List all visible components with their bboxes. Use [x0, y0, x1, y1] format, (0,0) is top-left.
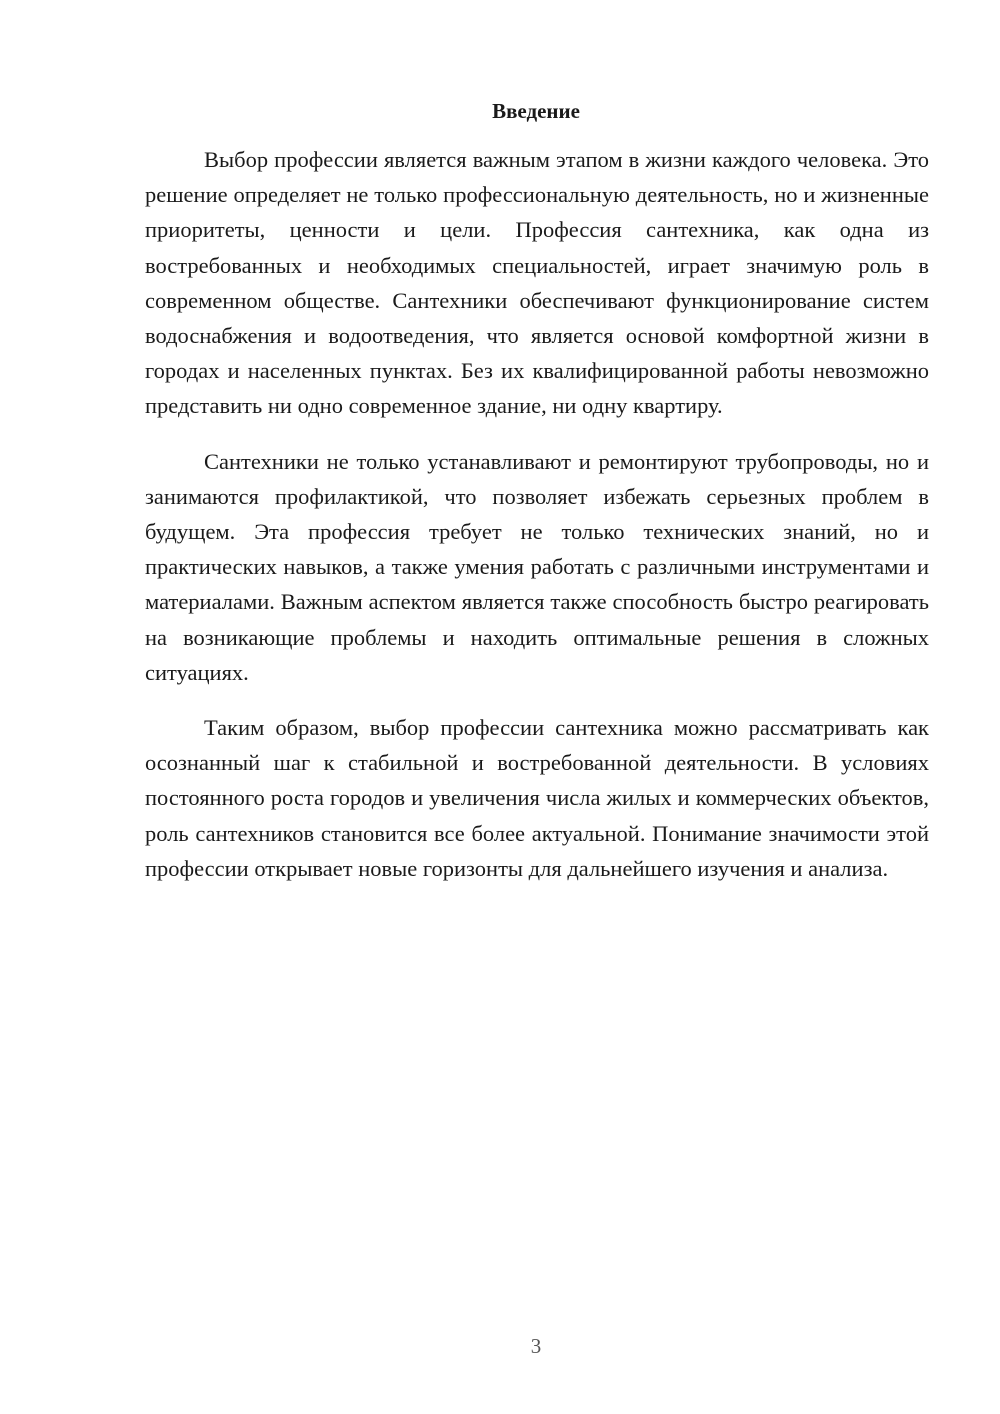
paragraph-1: Выбор профессии является важным этапом в жизни каждого человека. Это решение определяет не только профессиональную деятельность, но и жизненные приоритеты, ценности и цели. Профессия сантехника, как одна из востребованных и необходимых специальностей, играет значимую роль в современном обществе. Сантехники обеспечивают функционирование систем водоснабжения и водоотведения, что является основой комфортной жизни в городах и населенных пунктах. Без их квалифицированной работы невозможно представить ни одно современное здание, ни одну квартиру. [145, 147, 929, 419]
paragraph-3: Таким образом, выбор профессии сантехника можно рассматривать как осознанный шаг к стабильной и востребованной деятельности. В условиях постоянного роста городов и увеличения числа жилых и коммерческих объектов, роль сантехников становится все более актуальной. Понимание значимости этой профессии открывает новые горизонты для дальнейшего изучения и анализа. [145, 715, 929, 881]
body-text [145, 142, 929, 906]
page-title: Введение [492, 99, 580, 123]
paragraph-2: Сантехники не только устанавливают и ремонтируют трубопроводы, но и занимаются профилактикой, что позволяет избежать серьезных проблем в будущем. Эта профессия требует не только технических знаний, но и практических навыков, а также умения работать с различными инструментами и материалами. Важным аспектом является также способность быстро реагировать на возникающие проблемы и находить оптимальные решения в сложных ситуациях. [145, 448, 929, 685]
page-number: 3 [530, 1334, 542, 1358]
